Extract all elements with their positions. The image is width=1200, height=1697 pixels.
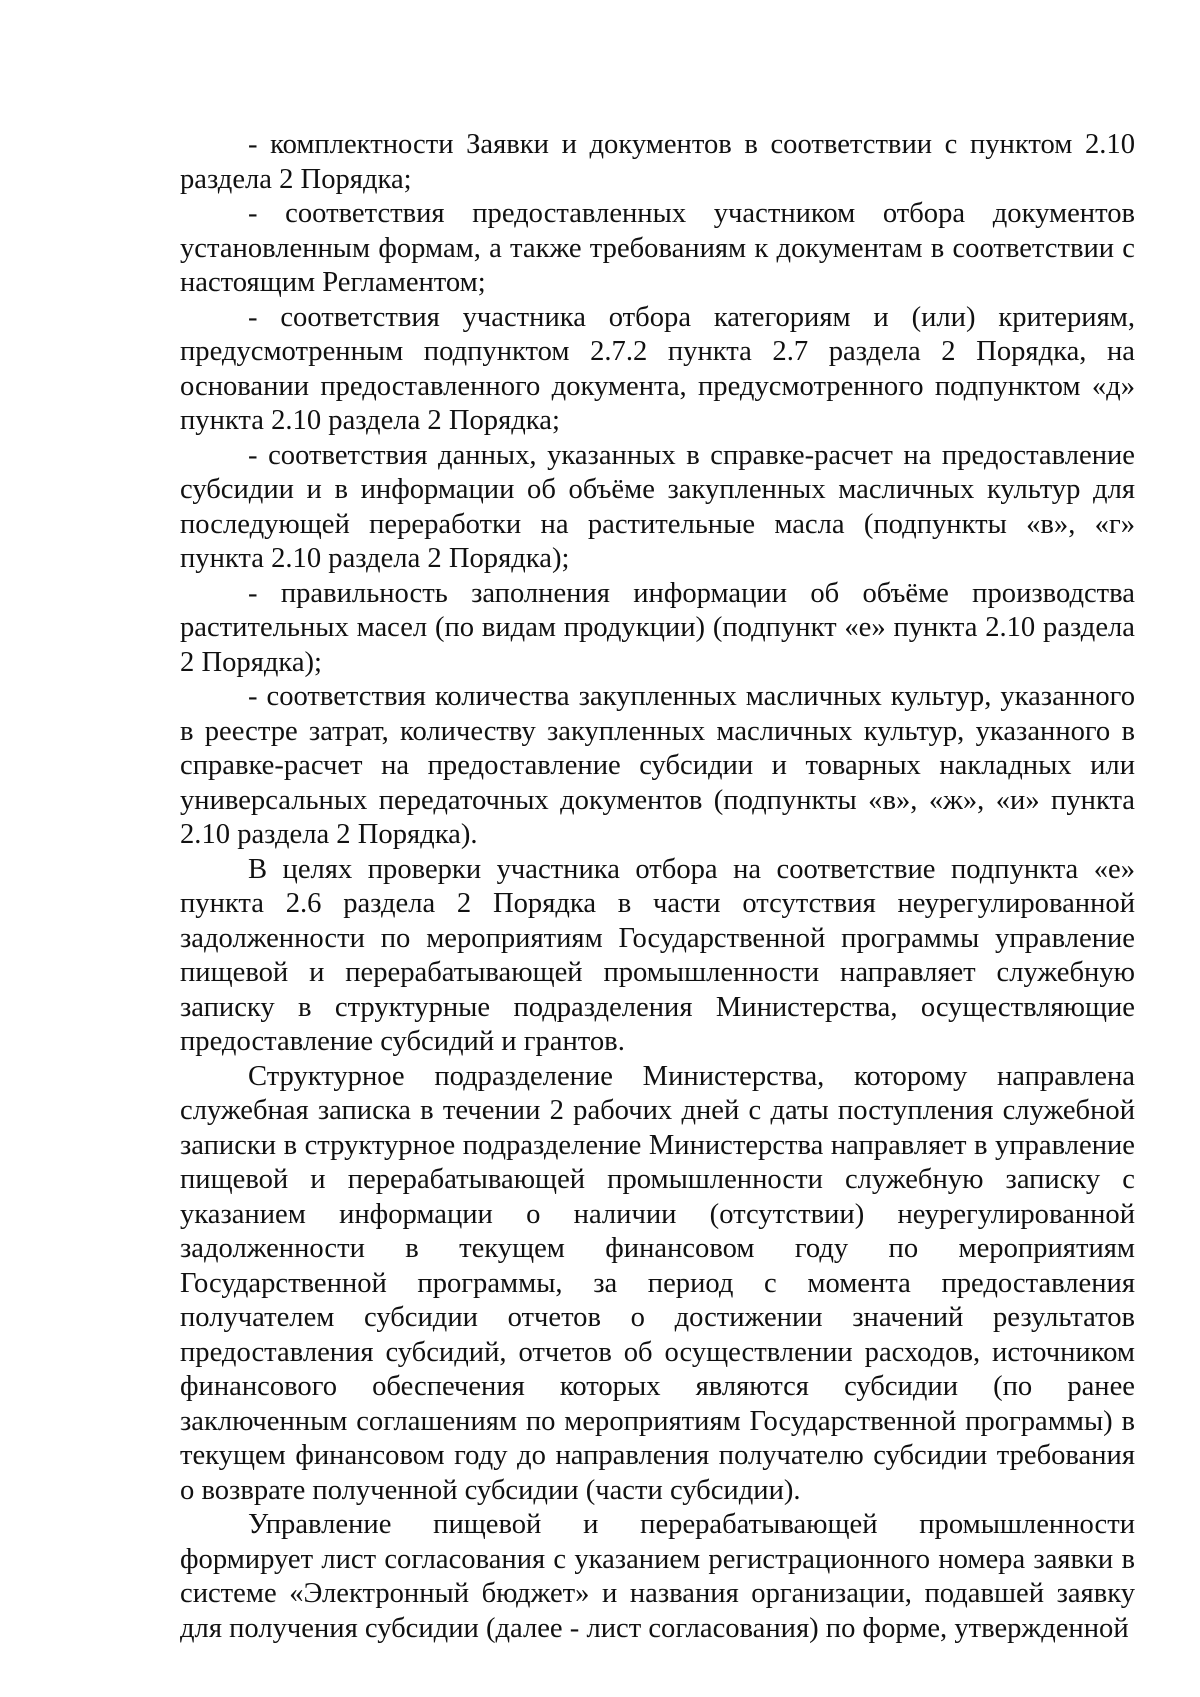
- paragraph-debt-check: В целях проверки участника отбора на соответствие подпункта «е» пункта 2.6 раздела 2 Порядка в части отсутствия неурегулированной задолженности по мероприятиям Государственной программы управление пищевой и перерабатывающей промышленности направляет служебную записку в структурные подразделения Министерства, осуществляющие предоставление субсидий и грантов.: [180, 853, 1135, 1057]
- paragraph-participant-criteria: - соответствия участника отбора категориям и (или) критериям, предусмотренным подпунктом 2.7.2 пункта 2.7 раздела 2 Порядка, на основании предоставленного документа, предусмотренного подпунктом «д» пункта 2.10 раздела 2 Порядка;: [180, 301, 1135, 436]
- paragraph-documents-forms: - соответствия предоставленных участником отбора документов установленным формам, а также требованиям к документам в соответствии с настоящим Регламентом;: [180, 198, 1135, 298]
- paragraph-data-compliance: - соответствия данных, указанных в справке-расчет на предоставление субсидии и в информации об объёме закупленных масличных культур для последующей переработки на растительные масла (подпункты «в», «г» пункта 2.10 раздела 2 Порядка);: [180, 439, 1135, 574]
- paragraph-approval-sheet: Управление пищевой и перерабатывающей промышленности формирует лист согласования с указанием регистрационного номера заявки в системе «Электронный бюджет» и названия организации, подавшей заявку для получения субсидии (далее - лист согласования) по форме, утвержденной: [180, 1509, 1135, 1644]
- paragraph-production-info: - правильность заполнения информации об объёме производства растительных масел (по видам продукции) (подпункт «е» пункта 2.10 раздела 2 Порядка);: [180, 577, 1135, 678]
- document-page: [180, 128, 1135, 1646]
- paragraph-completeness: - комплектности Заявки и документов в соответствии с пунктом 2.10 раздела 2 Порядка;: [180, 129, 1135, 195]
- paragraph-quantity-compliance: - соответствия количества закупленных масличных культур, указанного в реестре затрат, количеству закупленных масличных культур, указанного в справке-расчет на предоставление субсидии и товарных накладных или универсальных передаточных документов (подпункты «в», «ж», «и» пункта 2.10 раздела 2 Порядка).: [180, 681, 1135, 850]
- paragraph-structural-division: Структурное подразделение Министерства, которому направлена служебная записка в течении 2 рабочих дней с даты поступления служебной записки в структурное подразделение Министерства направляет в управление пищевой и перерабатывающей промышленности служебную записку с указанием информации о наличии (отсутствии) неурегулированной задолженности в текущем финансовом году по мероприятиям Государственной программы, за период с момента предоставления получателем субсидии отчетов о достижении значений результатов предоставления субсидий, отчетов об осуществлении расходов, источником финансового обеспечения которых являются субсидии (по ранее заключенным соглашениям по мероприятиям Государственной программы) в текущем финансовом году до направления получателю субсидии требования о возврате полученной субсидии (части субсидии).: [180, 1060, 1135, 1506]
